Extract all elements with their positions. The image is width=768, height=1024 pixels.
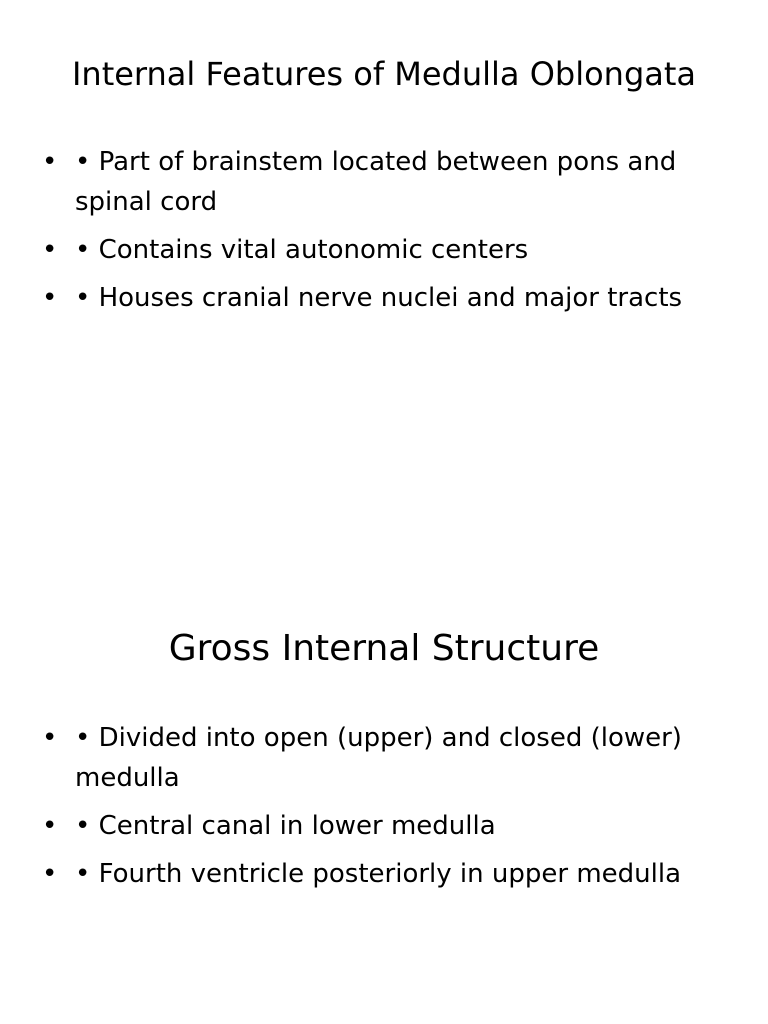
bullet-text: • Central canal in lower medulla bbox=[75, 811, 496, 841]
bullet-dot-icon: • bbox=[42, 283, 58, 313]
bullet-dot-icon: • bbox=[42, 235, 58, 265]
bullet-text: • Part of brainstem located between pons and spinal cord bbox=[75, 147, 677, 217]
bullet-text: • Divided into open (upper) and closed (lower) medulla bbox=[75, 723, 682, 793]
slide-2-bullet-list bbox=[42, 718, 732, 902]
bullet-dot-icon: • bbox=[42, 811, 58, 841]
slide-1-bullet-list bbox=[42, 142, 732, 326]
slide-2-bullet-1 bbox=[42, 718, 732, 798]
slide-1-title: Internal Features of Medulla Oblongata bbox=[71, 55, 697, 93]
bullet-dot-icon: • bbox=[42, 859, 58, 889]
bullet-dot-icon: • bbox=[42, 147, 58, 177]
bullet-text: • Contains vital autonomic centers bbox=[75, 235, 529, 265]
slide-1-bullet-3 bbox=[42, 278, 732, 318]
bullet-dot-icon: • bbox=[42, 723, 58, 753]
bullet-text: • Fourth ventricle posteriorly in upper medulla bbox=[75, 859, 682, 889]
slide-2-bullet-2 bbox=[42, 806, 732, 846]
slide-1-bullet-2 bbox=[42, 230, 732, 270]
slide-2-bullet-3 bbox=[42, 854, 732, 894]
slide-2-title: Gross Internal Structure bbox=[168, 628, 600, 669]
bullet-text: • Houses cranial nerve nuclei and major tracts bbox=[75, 283, 683, 313]
slide-1-bullet-1 bbox=[42, 142, 732, 222]
